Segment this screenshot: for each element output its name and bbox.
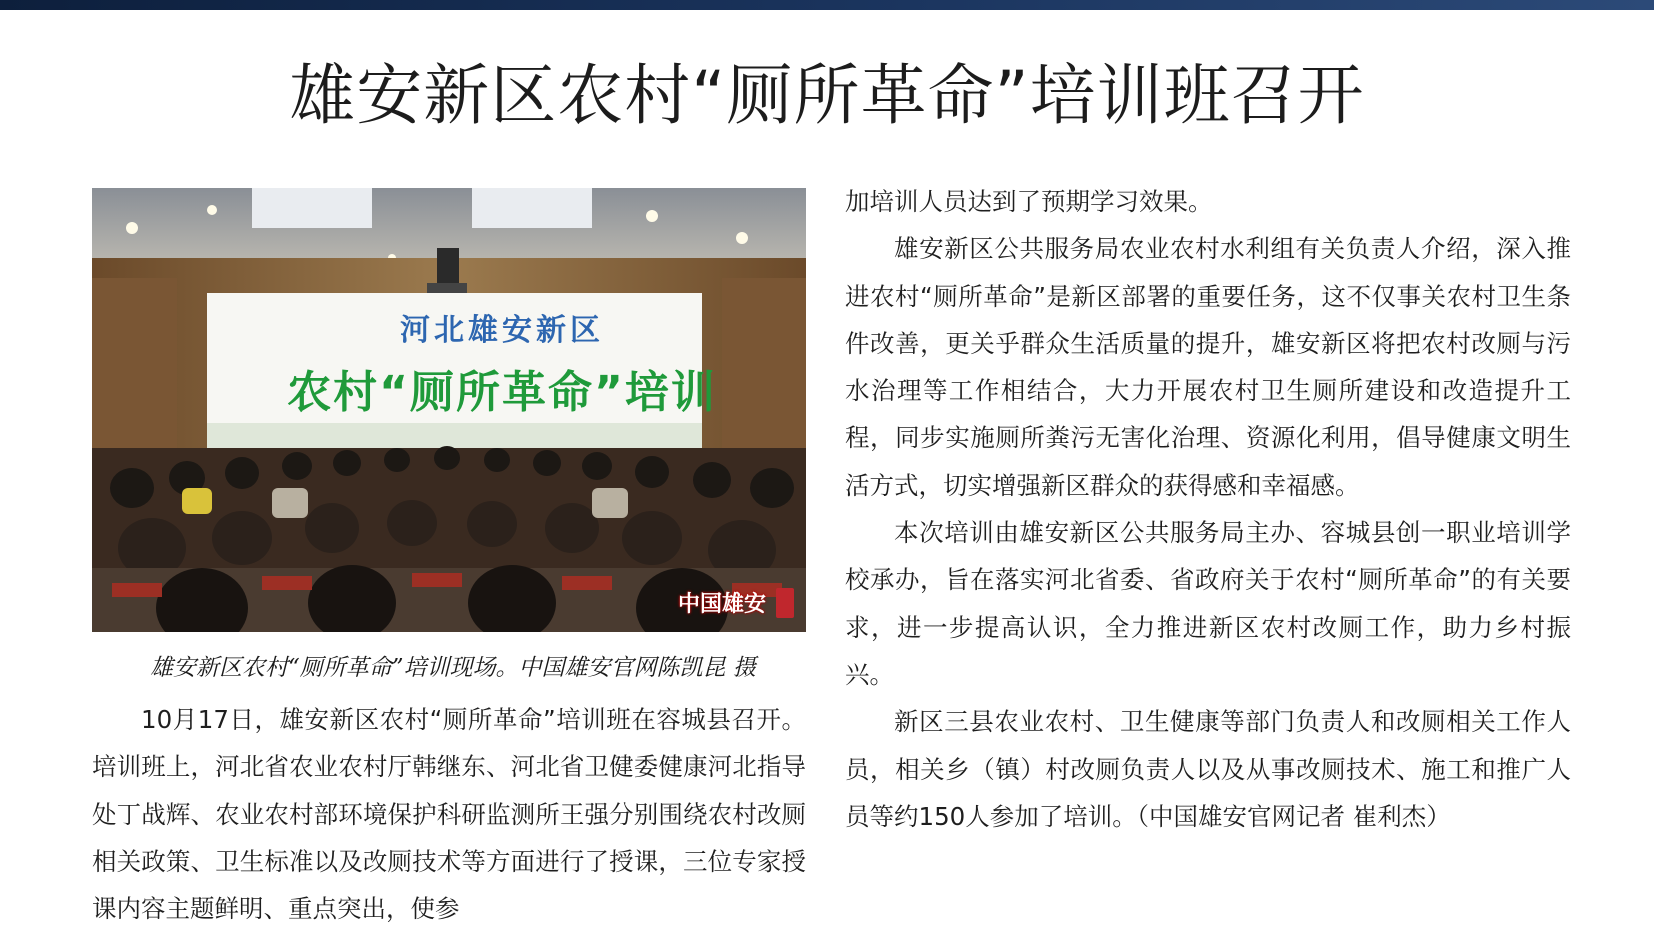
article-column-left (92, 696, 806, 936)
banner-line-training: 农村“厕所革命”培训 (287, 367, 717, 418)
article-column-right (845, 178, 1571, 938)
paragraph-right-continued: 加培训人员达到了预期学习效果。 (845, 187, 1213, 216)
photo-watermark-logo: 中国雄安 (677, 591, 766, 617)
top-decorative-bar (0, 0, 1654, 10)
paragraph-left-1: 10月17日，雄安新区农村“厕所革命”培训班在容城县召开。培训班上，河北省农业农村厅韩继东、河北省卫健委健康河北指导处丁战辉、农业农村部环境保护科研监测所王强分别围绕农村改厕相关政策、卫生标准以及改厕技术等方面进行了授课，三位专家授课内容主题鲜明、重点突出，使参 (92, 705, 806, 924)
watermark-seal-icon (776, 588, 794, 618)
paragraph-right-4: 新区三县农业农村、卫生健康等部门负责人和改厕相关工作人员，相关乡（镇）村改厕负责人以及从事改厕技术、施工和推广人员等约150人参加了培训。（中国雄安官网记者 崔利杰） (845, 707, 1571, 831)
paragraph-right-3: 本次培训由雄安新区公共服务局主办、容城县创一职业培训学校承办，旨在落实河北省委、省政府关于农村“厕所革命”的有关要求，进一步提高认识，全力推进新区农村改厕工作，助力乡村振兴。 (845, 518, 1571, 689)
paragraph-right-2: 雄安新区公共服务局农业农村水利组有关负责人介绍，深入推进农村“厕所革命”是新区部署的重要任务，这不仅事关农村卫生条件改善，更关乎群众生活质量的提升，雄安新区将把农村改厕与污水治理等工作相结合，大力开展农村卫生厕所建设和改造提升工程，同步实施厕所粪污无害化治理、资源化利用，倡导健康文明生活方式，切实增强新区群众的获得感和幸福感。 (845, 234, 1571, 500)
photo-caption: 雄安新区农村“厕所革命”培训现场。中国雄安官网陈凯昆 摄 (150, 655, 756, 681)
article-photo (92, 188, 806, 632)
banner-line-region: 河北雄安新区 (400, 313, 604, 348)
article-title: 雄安新区农村“厕所革命”培训班召开 (289, 57, 1365, 134)
